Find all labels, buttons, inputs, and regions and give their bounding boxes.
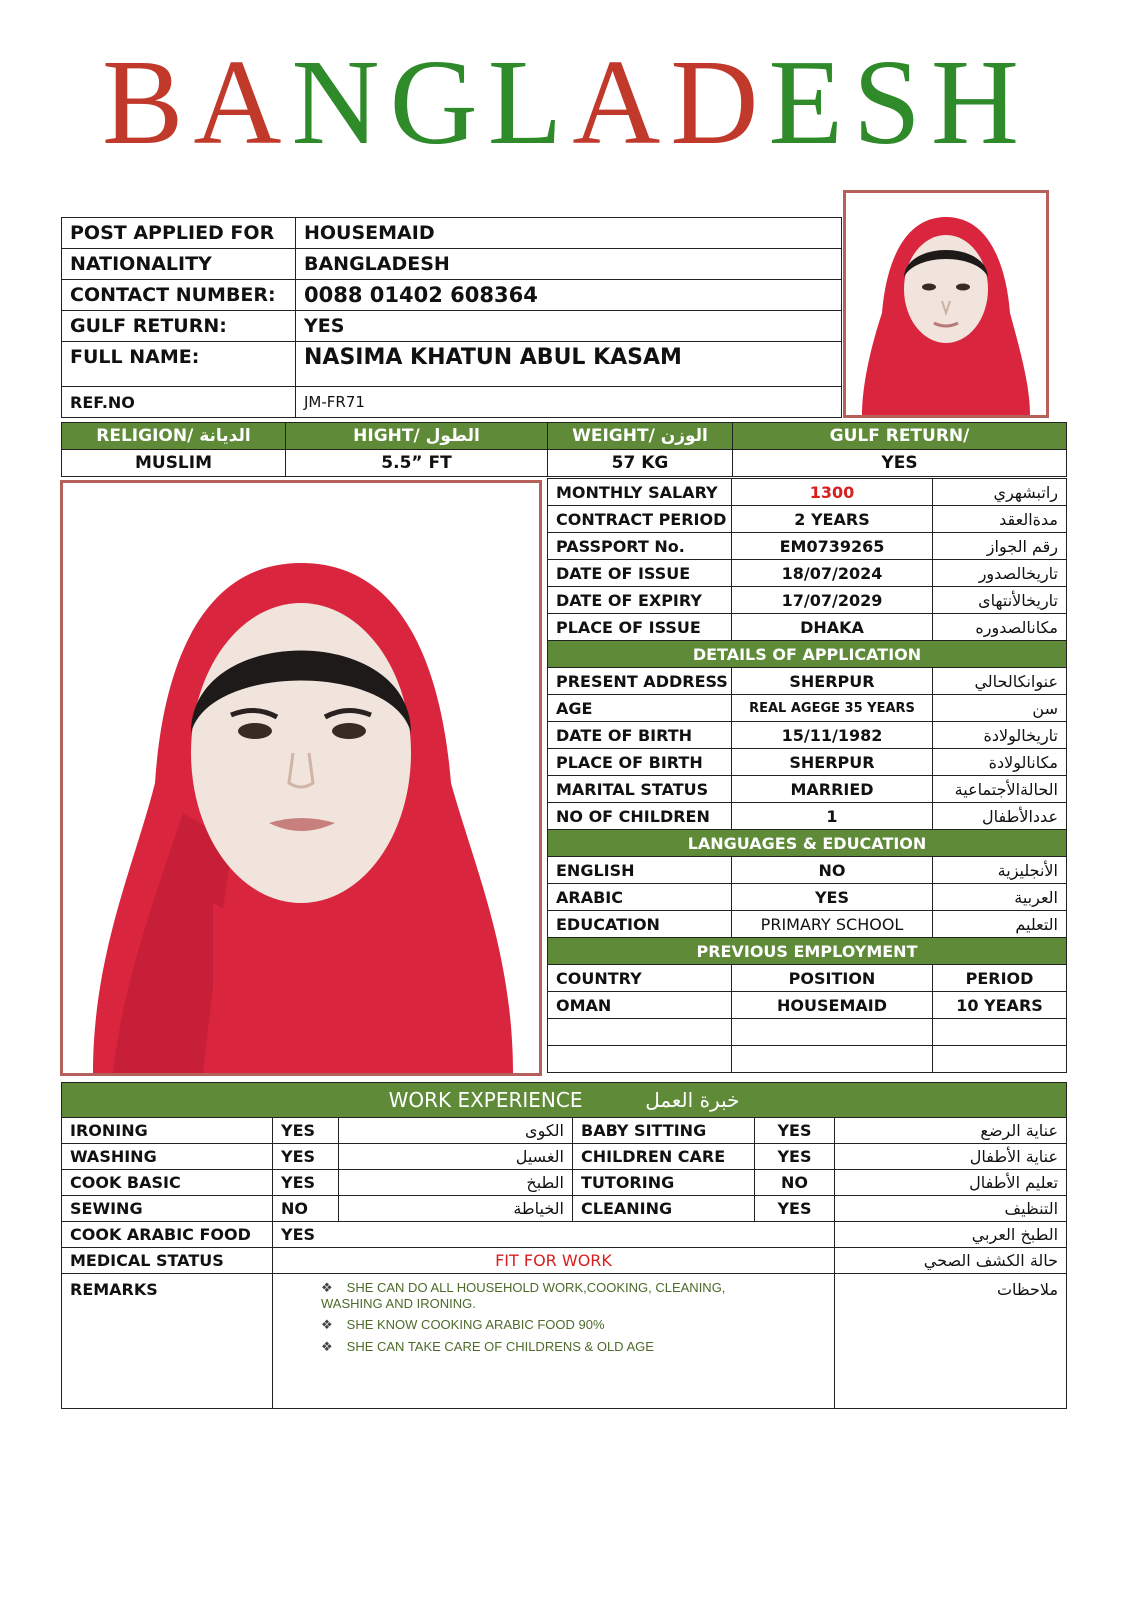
weight-value: 57 KG [548,450,733,477]
table-row [548,695,1067,722]
field-value: EM0739265 [732,533,933,560]
skill-label: CHILDREN CARE [573,1144,755,1170]
skill-value: YES [273,1144,339,1170]
field-value: MARRIED [732,776,933,803]
table-row [62,1170,1067,1196]
skill-label: CLEANING [573,1196,755,1222]
title-letter: B [102,35,194,170]
details-table [547,478,1067,1073]
title-letter: ESH [768,35,1029,170]
work-header-ar: خبرة العمل [645,1088,740,1112]
languages-section-header: LANGUAGES & EDUCATION [548,830,1067,857]
field-value: 15/11/1982 [732,722,933,749]
skill-value: NO [273,1196,339,1222]
field-value: 18/07/2024 [732,560,933,587]
arabic-food-label-ar: الطبخ العربي [835,1222,1067,1248]
table-row [548,614,1067,641]
field-value: PRIMARY SCHOOL [732,911,933,938]
stats-header-cell: GULF RETURN/ [733,423,1067,450]
remarks-content [273,1274,835,1409]
field-label-ar: عددالأطفال [933,803,1067,830]
field-label: DATE OF ISSUE [548,560,732,587]
field-label-ar: العربية [933,884,1067,911]
details-section-header: DETAILS OF APPLICATION [548,641,1067,668]
title-letter: NGL [291,35,573,170]
field-value: BANGLADESH [296,249,842,280]
portrait-small-image [846,193,1046,415]
table-row [548,479,1067,506]
work-section-header [62,1083,1067,1118]
field-label: NATIONALITY [62,249,296,280]
empty-row [548,1046,1067,1073]
table-row [548,560,1067,587]
field-label: DATE OF EXPIRY [548,587,732,614]
field-value: SHERPUR [732,749,933,776]
field-label: POST APPLIED FOR [62,218,296,249]
remarks-item: ❖ SHE KNOW COOKING ARABIC FOOD 90% [321,1317,826,1333]
section-header-row [548,641,1067,668]
skill-label-ar: عناية الرضع [835,1118,1067,1144]
field-label-ar: مدةالعقد [933,506,1067,533]
table-row [548,587,1067,614]
passport-photo [843,190,1049,418]
arabic-food-value: YES [273,1222,835,1248]
salary-value: 1300 [732,479,933,506]
field-label-ar: التعليم [933,911,1067,938]
title-letter: D [670,35,769,170]
field-label-ar: تاريخالصدور [933,560,1067,587]
skill-value: NO [755,1170,835,1196]
skill-label-ar: الغسيل [339,1144,573,1170]
field-value: 1 [732,803,933,830]
field-label-ar: الحالةالأجتماعية [933,776,1067,803]
table-row [62,342,842,387]
field-value: 17/07/2029 [732,587,933,614]
skill-label: BABY SITTING [573,1118,755,1144]
field-label: PLACE OF BIRTH [548,749,732,776]
empty-cell [732,1046,933,1073]
field-value: DHAKA [732,614,933,641]
table-row [62,218,842,249]
skill-label: SEWING [62,1196,273,1222]
empty-cell [548,1046,732,1073]
field-label: FULL NAME: [62,342,296,387]
field-label: PRESENT ADDRESS [548,668,732,695]
skill-label-ar: التنظيف [835,1196,1067,1222]
table-row [548,884,1067,911]
title-letter: A [572,35,671,170]
field-label: GULF RETURN: [62,311,296,342]
work-header-en: WORK EXPERIENCE [388,1088,583,1112]
remarks-list [281,1280,826,1355]
skill-label: IRONING [62,1118,273,1144]
skill-value: YES [755,1118,835,1144]
field-label: PASSPORT No. [548,533,732,560]
field-label-ar: مكانالولادة [933,749,1067,776]
field-value: 0088 01402 608364 [296,280,842,311]
remarks-item: ❖ SHE CAN DO ALL HOUSEHOLD WORK,COOKING, CLEANING, WASHING AND IRONING. [321,1280,741,1311]
empty-cell [732,1019,933,1046]
work-header-row [62,1083,1067,1118]
table-row [548,533,1067,560]
field-label-ar: راتبشهري [933,479,1067,506]
field-value: YES [732,884,933,911]
empty-row [548,1019,1067,1046]
skill-value: YES [273,1170,339,1196]
skill-label: WASHING [62,1144,273,1170]
field-label-ar: سن [933,695,1067,722]
column-header: POSITION [732,965,933,992]
table-row [62,280,842,311]
table-row [62,1248,1067,1274]
employment-cols-row [548,965,1067,992]
field-label: REF.NO [62,387,296,418]
skill-label: TUTORING [573,1170,755,1196]
top-info-table [61,217,842,418]
table-row [548,911,1067,938]
field-label-ar: رقم الجواز [933,533,1067,560]
field-value: JM-FR71 [296,387,842,418]
height-value: 5.5” FT [286,450,548,477]
field-label-ar: عنوانكالحالي [933,668,1067,695]
field-label: EDUCATION [548,911,732,938]
field-label: MARITAL STATUS [548,776,732,803]
table-row [62,249,842,280]
section-header-row [548,830,1067,857]
full-photo [60,480,542,1076]
religion-value: MUSLIM [62,450,286,477]
table-row [62,311,842,342]
table-row [548,506,1067,533]
empty-cell [933,1046,1067,1073]
field-value: REAL AGEGE 35 YEARS [732,695,933,722]
table-row [62,1118,1067,1144]
gulf-return-value: YES [733,450,1067,477]
employment-country: OMAN [548,992,732,1019]
stats-header-cell: RELIGION/ الديانة [62,423,286,450]
medical-label-ar: حالة الكشف الصحي [835,1248,1067,1274]
stats-header-cell: WEIGHT/ الوزن [548,423,733,450]
section-header-row [548,938,1067,965]
remarks-label: REMARKS [62,1274,273,1409]
field-label: MONTHLY SALARY [548,479,732,506]
page-title [0,35,1131,170]
field-label-ar: تاريخالولادة [933,722,1067,749]
field-value: 2 YEARS [732,506,933,533]
skill-label-ar: الكوى [339,1118,573,1144]
table-row [548,722,1067,749]
remarks-label-ar: ملاحظات [835,1274,1067,1409]
skill-label-ar: الخياطة [339,1196,573,1222]
skill-value: YES [273,1118,339,1144]
table-row [548,857,1067,884]
table-row [548,749,1067,776]
table-row [62,387,842,418]
skill-label-ar: تعليم الأطفال [835,1170,1067,1196]
skill-value: YES [755,1144,835,1170]
title-letter: A [193,35,292,170]
field-label: ENGLISH [548,857,732,884]
employment-section-header: PREVIOUS EMPLOYMENT [548,938,1067,965]
table-row [62,1144,1067,1170]
stats-table [61,422,1067,477]
remarks-row [62,1274,1067,1409]
field-label-ar: تاريخالأنتهاى [933,587,1067,614]
stats-header-cell: HIGHT/ الطول [286,423,548,450]
skill-label-ar: عناية الأطفال [835,1144,1067,1170]
table-row [548,992,1067,1019]
work-experience-table [61,1082,1067,1409]
table-row [62,1222,1067,1248]
medical-value: FIT FOR WORK [273,1248,835,1274]
field-label: CONTRACT PERIOD [548,506,732,533]
column-header: COUNTRY [548,965,732,992]
field-label: NO OF CHILDREN [548,803,732,830]
field-label: PLACE OF ISSUE [548,614,732,641]
table-row [548,803,1067,830]
skill-label-ar: الطبخ [339,1170,573,1196]
field-label: DATE OF BIRTH [548,722,732,749]
empty-cell [548,1019,732,1046]
field-label: CONTACT NUMBER: [62,280,296,311]
field-value: YES [296,311,842,342]
medical-label: MEDICAL STATUS [62,1248,273,1274]
field-label-ar: الأنجليزية [933,857,1067,884]
employment-period: 10 YEARS [933,992,1067,1019]
portrait-large-image [63,483,539,1073]
skill-label: COOK BASIC [62,1170,273,1196]
arabic-food-label: COOK ARABIC FOOD [62,1222,273,1248]
table-row [548,776,1067,803]
remarks-item: ❖ SHE CAN TAKE CARE OF CHILDRENS & OLD AGE [321,1339,826,1355]
employment-position: HOUSEMAID [732,992,933,1019]
skill-value: YES [755,1196,835,1222]
field-label: AGE [548,695,732,722]
field-value: HOUSEMAID [296,218,842,249]
table-row [62,1196,1067,1222]
field-label: ARABIC [548,884,732,911]
stats-value-row [62,450,1067,477]
table-row [548,668,1067,695]
field-value: NO [732,857,933,884]
field-label-ar: مكانالصدوره [933,614,1067,641]
empty-cell [933,1019,1067,1046]
field-value: NASIMA KHATUN ABUL KASAM [296,342,842,387]
stats-header-row [62,423,1067,450]
column-header: PERIOD [933,965,1067,992]
field-value: SHERPUR [732,668,933,695]
